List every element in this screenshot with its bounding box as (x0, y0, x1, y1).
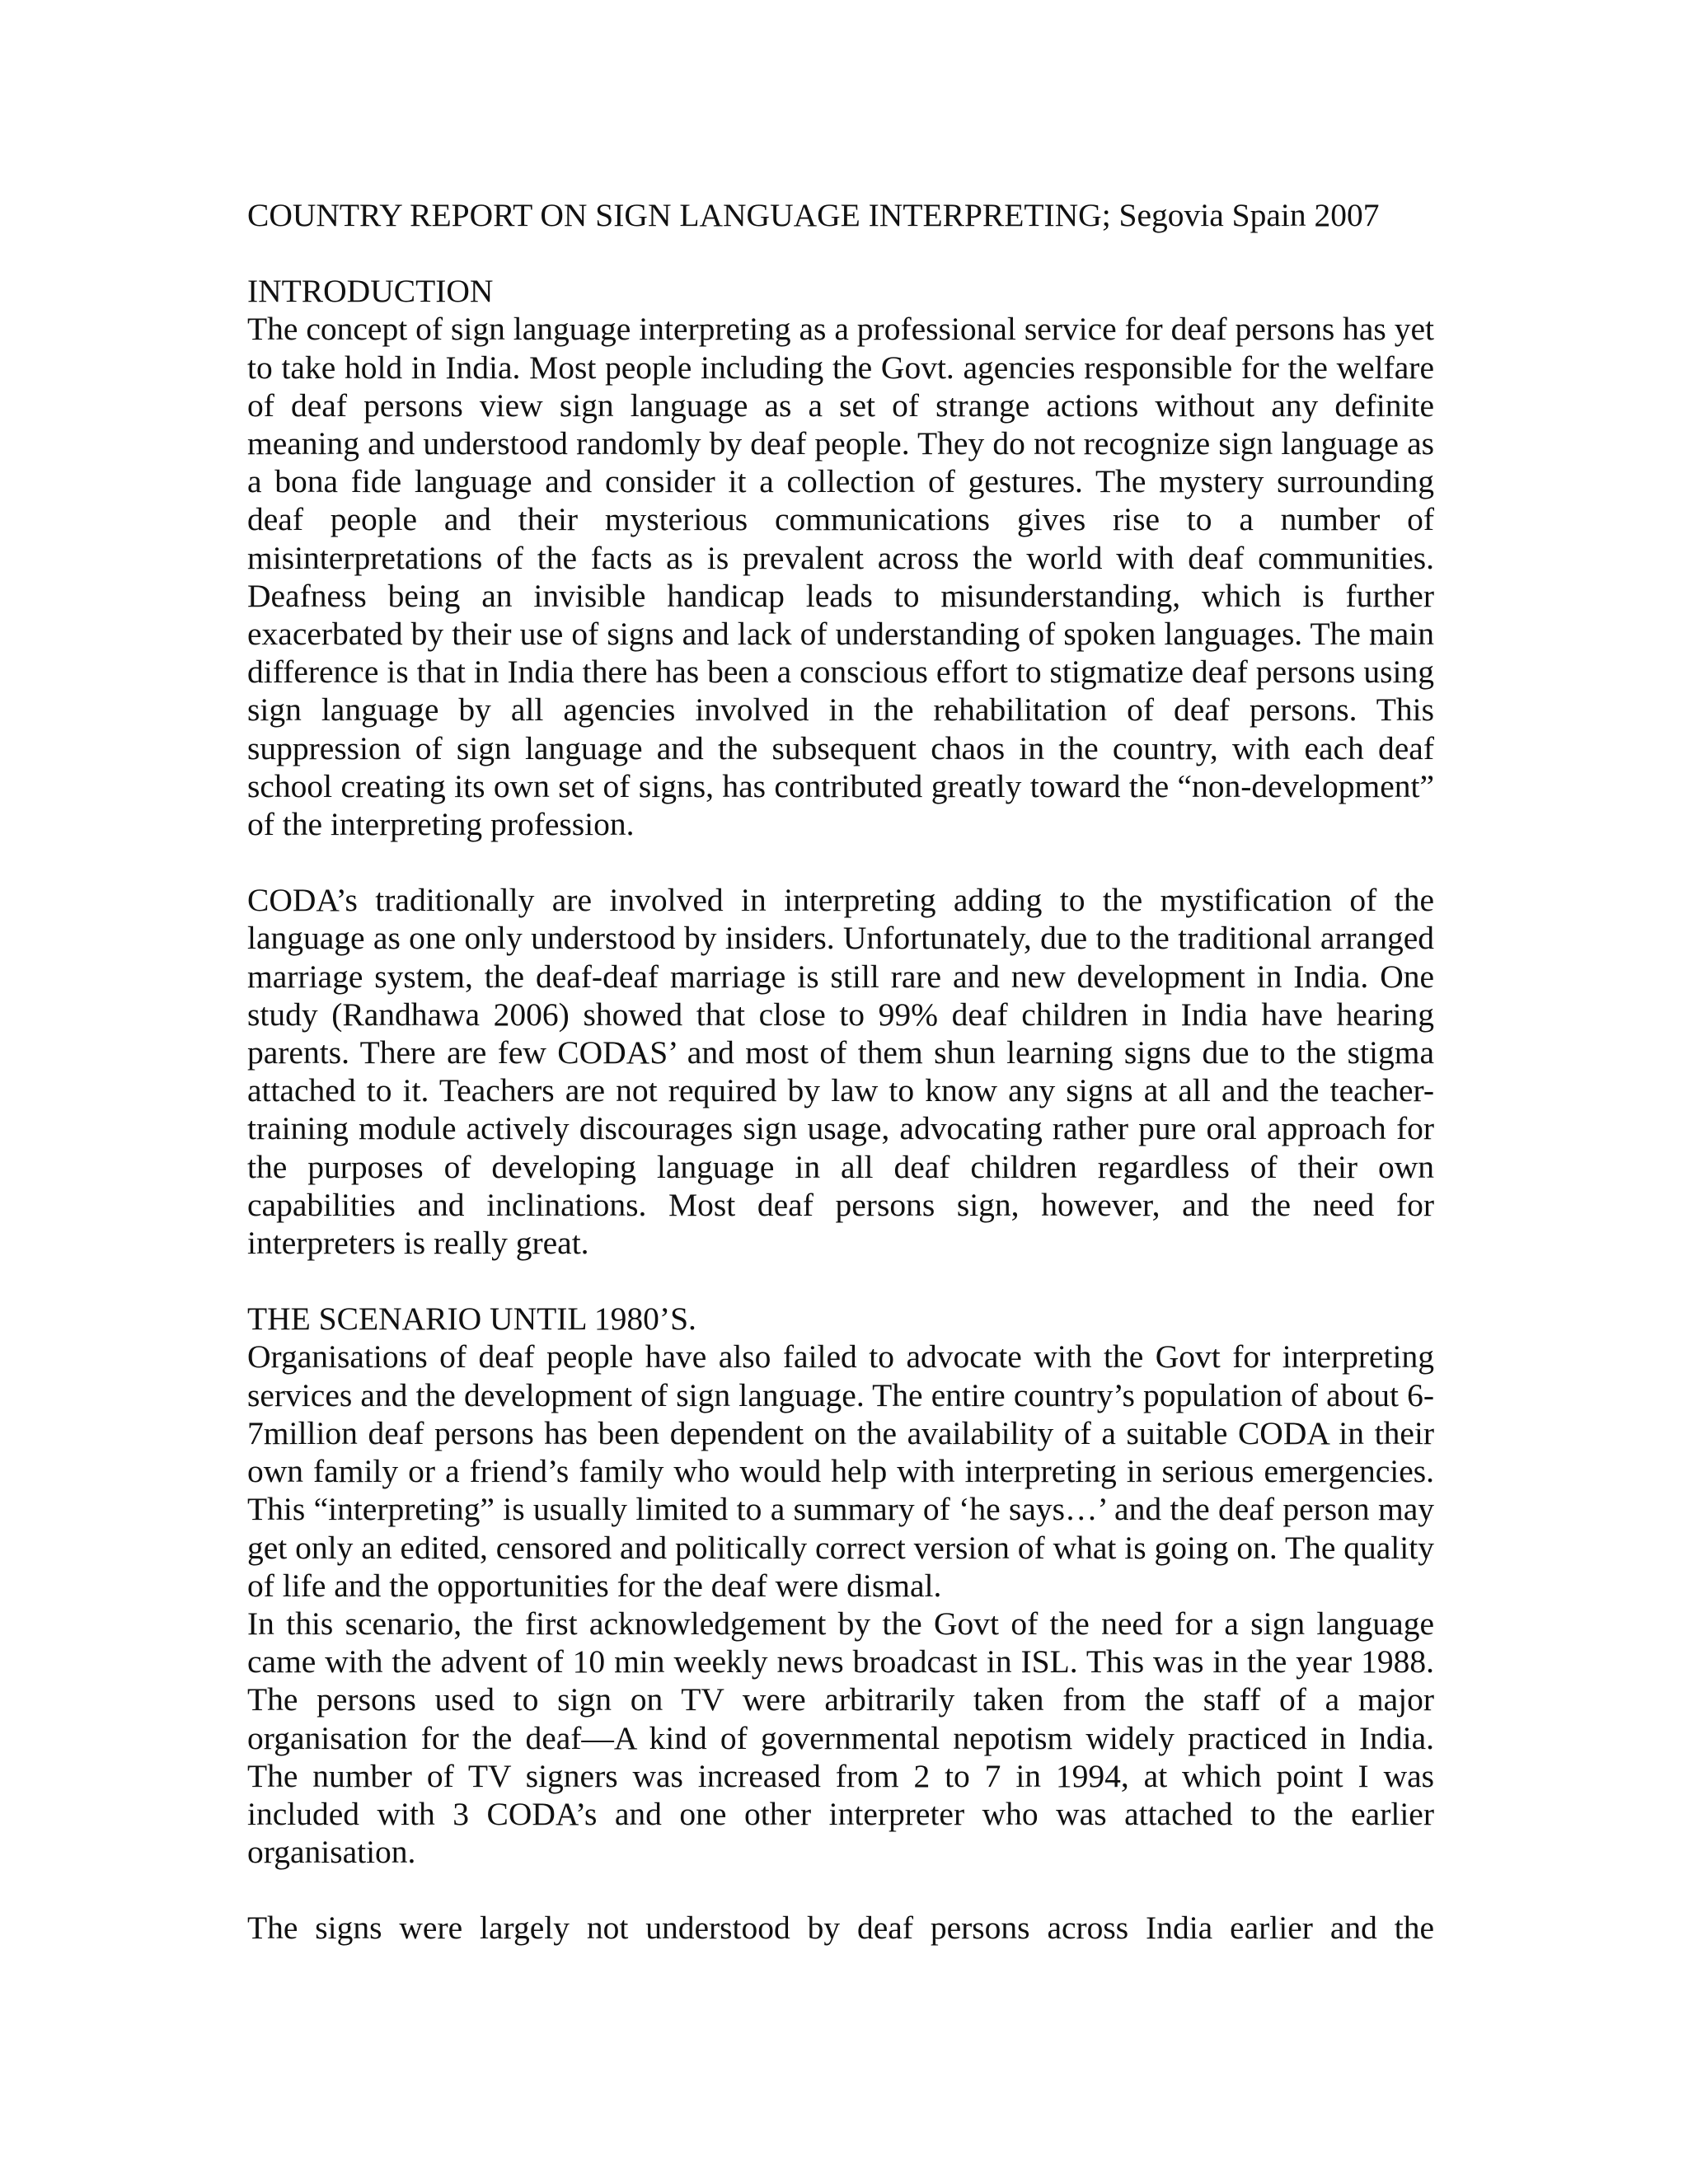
section-heading-introduction: INTRODUCTION (247, 273, 494, 310)
scenario-paragraph-1: Organisations of deaf people have also failed to advocate with the Govt for interpreting services and the development of sign language. The entire country’s population of about 6-7million deaf persons has been dependent on the availability of a suitable CODA in their own family or a friend’s family who would help with interpreting in serious emergencies. This “interpreting” is usually limited to a summary of ‘he says…’ and the deaf person may get only an edited, censored and politically correct version of what is going on. The quality of life and the opportunities for the deaf were dismal. (247, 1338, 1434, 1604)
document-page (247, 196, 1434, 1947)
intro-paragraph-1: The concept of sign language interpreting as a professional service for deaf persons has yet to take hold in India. Most people including the Govt. agencies responsible for the welfare of deaf persons view sign language as a set of strange actions without any definite meaning and understood randomly by deaf people. They do not recognize sign language as a bona fide language and consider it a collection of gestures. The mystery surrounding deaf people and their mysterious communications gives rise to a number of misinterpretations of the facts as is prevalent across the world with deaf communities. Deafness being an invisible handicap leads to misunderstanding, which is further exacerbated by their use of signs and lack of understanding of spoken languages. The main difference is that in India there has been a conscious effort to stigmatize deaf persons using sign language by all agencies involved in the rehabilitation of deaf persons. This suppression of sign language and the subsequent chaos in the country, with each deaf school creating its own set of signs, has contributed greatly toward the “non-development” of the interpreting profession. (247, 311, 1434, 843)
scenario-paragraph-2: In this scenario, the first acknowledgement by the Govt of the need for a sign language came with the advent of 10 min weekly news broadcast in ISL. This was in the year 1988. The persons used to sign on TV were arbitrarily taken from the staff of a major organisation for the deaf—A kind of governmental nepotism widely practiced in India. The number of TV signers was increased from 2 to 7 in 1994, at which point I was included with 3 CODA’s and one other interpreter who was attached to the earlier organisation. (247, 1605, 1434, 1871)
scenario-paragraph-3: The signs were largely not understood by deaf persons across India earlier and the (247, 1910, 1434, 1947)
section-heading-scenario: THE SCENARIO UNTIL 1980’S. (247, 1301, 696, 1338)
document-title: COUNTRY REPORT ON SIGN LANGUAGE INTERPRETING; Segovia Spain 2007 (247, 197, 1380, 233)
intro-paragraph-2: CODA’s traditionally are involved in interpreting adding to the mystification of the language as one only understood by insiders. Unfortunately, due to the traditional arranged marriage system, the deaf-deaf marriage is still rare and new development in India. One study (Randhawa 2006) showed that close to 99% deaf children in India have hearing parents. There are few CODAS’ and most of them shun learning signs due to the stigma attached to it. Teachers are not required by law to know any signs at all and the teacher-training module actively discourages sign usage, advocating rather pure oral approach for the purposes of developing language in all deaf children regardless of their own capabilities and inclinations. Most deaf persons sign, however, and the need for interpreters is really great. (247, 882, 1434, 1262)
